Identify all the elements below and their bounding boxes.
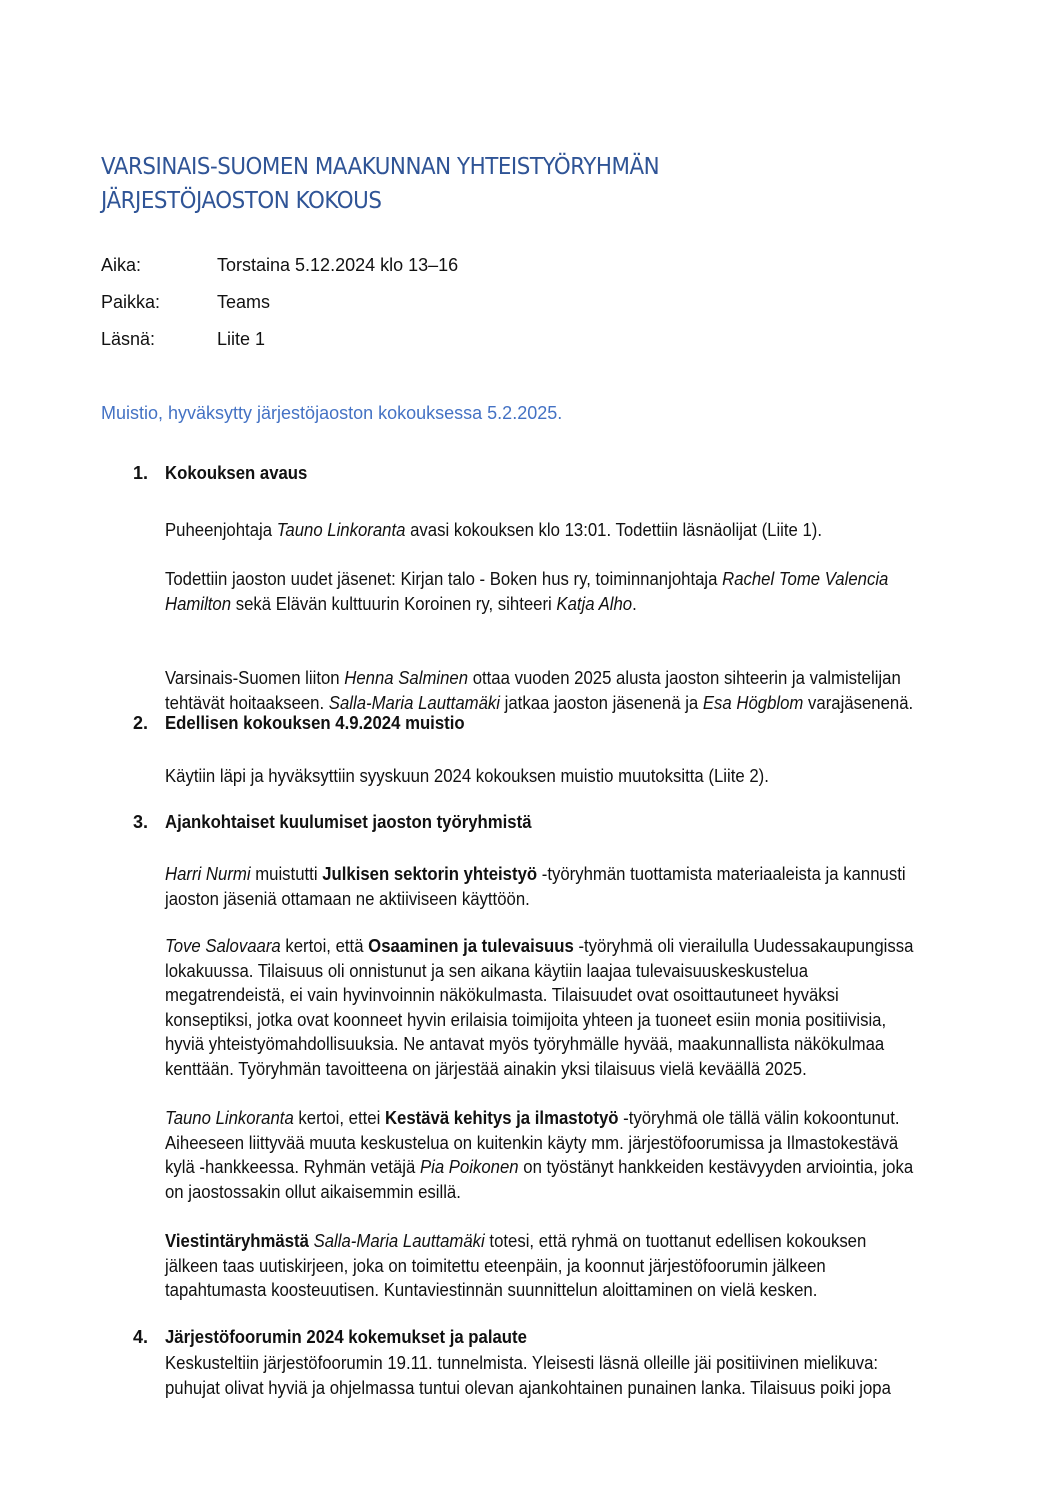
bold-text: Viestintäryhmästä	[165, 1231, 309, 1251]
person-name: Salla-Maria Lauttamäki	[313, 1231, 485, 1251]
text-line	[165, 592, 909, 617]
text-line	[165, 764, 909, 789]
section-heading	[133, 812, 559, 833]
person-name: Pia Poikonen	[419, 1157, 519, 1177]
meeting-details	[101, 255, 458, 366]
text-run: .	[632, 593, 637, 614]
text-run: kertoi, että	[280, 936, 369, 956]
bold-text: Osaaminen ja tulevaisuus	[368, 936, 574, 956]
paragraph	[165, 518, 909, 543]
text-run: ottaa vuoden 2025 alusta jaoston sihteerin ja valmistelijan	[468, 668, 901, 688]
paragraph	[165, 567, 909, 616]
text-run: on työstänyt hankkeiden kestävyyden arviointia, joka	[518, 1157, 914, 1177]
text-line	[165, 1180, 909, 1205]
text-line	[165, 518, 909, 543]
meta-label: Aika:	[101, 255, 142, 275]
text-line	[165, 567, 909, 592]
text-line	[165, 862, 909, 887]
meta-label: Läsnä:	[101, 329, 156, 349]
person-name: Harri Nurmi	[165, 864, 251, 884]
text-line	[165, 666, 909, 691]
paragraph	[165, 1351, 909, 1400]
person-name: Tove Salovaara	[165, 936, 281, 956]
section-title: Ajankohtaiset kuulumiset jaoston työryhmistä	[165, 812, 532, 832]
person-name: Henna Salminen	[344, 668, 469, 688]
meta-value: Teams	[217, 292, 271, 312]
text-line	[165, 959, 909, 984]
text-run: varajäsenenä.	[803, 692, 914, 713]
section-title: Kokouksen avaus	[165, 463, 308, 483]
section-title: Edellisen kokouksen 4.9.2024 muistio	[165, 713, 465, 733]
text-run: Keskusteltiin järjestöfoorumin 19.11. tunnelmista. Yleisesti läsnä olleille jäi positiivinen mielikuva:	[165, 1353, 879, 1373]
text-run: -työryhmä oli vierailulla Uudessakaupungissa	[573, 936, 914, 956]
text-line	[165, 1032, 909, 1057]
person-name: Hamilton	[165, 593, 232, 614]
section-number: 1.	[133, 463, 149, 483]
meta-label: Paikka:	[101, 292, 161, 312]
paragraph	[165, 1229, 909, 1303]
text-line	[165, 1229, 909, 1254]
text-line	[165, 1008, 909, 1033]
title-line-2: JÄRJESTÖJAOSTON KOKOUS	[101, 188, 382, 214]
section-title: Järjestöfoorumin 2024 kokemukset ja palaute	[165, 1327, 527, 1347]
paragraph	[165, 934, 914, 1081]
text-run: kenttään. Työryhmän tavoitteena on järjestää ainakin yksi tilaisuus vielä keväällä 2025.	[165, 1058, 807, 1079]
section-number: 3.	[133, 812, 149, 832]
text-line	[165, 1254, 909, 1279]
document-title	[101, 150, 845, 218]
text-run: on jaostossakin ollut aikaisemmin esillä.	[165, 1181, 461, 1202]
person-name: Tauno Linkoranta	[276, 520, 406, 540]
section-number: 2.	[133, 713, 149, 733]
text-run: jaoston jäseniä ottamaan ne aktiiviseen käyttöön.	[165, 888, 530, 909]
bold-text: Julkisen sektorin yhteistyö	[322, 864, 538, 884]
paragraph	[165, 764, 909, 789]
text-run: kertoi, ettei	[293, 1108, 385, 1128]
text-line	[165, 1057, 909, 1082]
person-name: Katja Alho	[556, 593, 633, 614]
text-run: megatrendeistä, ei vain hyvinvoinnin näkökulmasta. Tilaisuudet ovat osoittautuneet hyväksi	[165, 985, 839, 1005]
text-run: hyviä yhteistyömahdollisuuksia. Ne antavat myös työryhmälle hyvää, maakunnallista näkökulmaa	[165, 1034, 885, 1054]
section-heading	[133, 713, 487, 734]
text-line	[165, 1351, 909, 1376]
approval-note: Muistio, hyväksytty järjestöjaoston kokouksessa 5.2.2025.	[101, 403, 563, 423]
meta-row-time	[101, 255, 458, 292]
text-run: Varsinais-Suomen liiton	[165, 668, 345, 688]
text-run: Todettiin jaoston uudet jäsenet: Kirjan talo - Boken hus ry, toiminnanjohtaja	[165, 569, 723, 589]
text-run: sekä Elävän kulttuurin Koroinen ry, sihteeri	[231, 593, 557, 614]
paragraph	[165, 1106, 914, 1204]
person-name: Rachel Tome Valencia	[722, 569, 889, 589]
text-run: -työryhmä ole tällä välin kokoontunut.	[618, 1108, 900, 1128]
meta-row-attendees	[101, 329, 458, 366]
text-run: muistutti	[250, 864, 323, 884]
text-line	[165, 887, 909, 912]
text-line	[165, 1155, 914, 1180]
person-name: Esa Högblom	[702, 692, 804, 713]
text-line	[165, 1106, 909, 1131]
text-run: Käytiin läpi ja hyväksyttiin syyskuun 2024 kokouksen muistio muutoksitta (Liite 2).	[165, 766, 769, 786]
section-number: 4.	[133, 1327, 149, 1347]
section-heading	[133, 463, 318, 484]
text-line	[165, 1278, 909, 1303]
text-run: lokakuussa. Tilaisuus oli onnistunut ja sen aikana käytiin laajaa tulevaisuuskeskustelua	[165, 960, 809, 981]
text-run: avasi kokouksen klo 13:01. Todettiin läsnäolijat (Liite 1).	[405, 520, 823, 540]
text-run: -työryhmän tuottamista materiaaleista ja kannusti	[537, 864, 906, 884]
person-name: Salla-Maria Lauttamäki	[328, 692, 500, 713]
text-run: jälkeen taas uutiskirjeen, joka on toimitettu eteenpäin, ja koonnut järjestöfoorumin jälkeen	[165, 1255, 826, 1276]
bold-text: Kestävä kehitys ja ilmastotyö	[384, 1108, 619, 1128]
meta-value: Torstaina 5.12.2024 klo 13–16	[217, 255, 459, 275]
text-run: konseptiksi, jotka ovat koonneet hyvin erilaisia toimijoita yhteen ja tuoneet esiin monia positiivisia,	[165, 1009, 887, 1030]
text-line	[165, 983, 909, 1008]
section-heading	[133, 1327, 554, 1348]
meta-row-place	[101, 292, 458, 329]
meta-value: Liite 1	[217, 329, 266, 349]
text-line	[165, 1376, 909, 1401]
person-name: Tauno Linkoranta	[165, 1108, 294, 1128]
text-line	[165, 934, 914, 959]
text-line	[165, 1131, 909, 1156]
text-line	[165, 691, 914, 716]
paragraph	[165, 666, 914, 715]
text-run: tehtävät hoitaakseen.	[165, 692, 329, 713]
text-run: tapahtumasta koosteuutisen. Kuntaviestinnän suunnittelun aloittaminen on vielä kesken.	[165, 1280, 818, 1300]
text-run: puhujat olivat hyviä ja ohjelmassa tuntui olevan ajankohtainen punainen lanka. Tilaisuus poiki jopa	[165, 1377, 891, 1398]
paragraph	[165, 862, 909, 911]
text-run: jatkaa jaoston jäsenenä ja	[499, 692, 703, 713]
text-run: kylä -hankkeessa. Ryhmän vetäjä	[165, 1157, 420, 1177]
title-line-1: VARSINAIS-SUOMEN MAAKUNNAN YHTEISTYÖRYHMÄN	[101, 154, 660, 180]
text-run: Puheenjohtaja	[165, 520, 277, 540]
text-run: totesi, että ryhmä on tuottanut edellisen kokouksen	[484, 1231, 867, 1251]
text-run: Aiheeseen liittyvää muuta keskustelua on kuitenkin käyty mm. järjestöfoorumissa ja Ilmastokestävä	[165, 1132, 899, 1153]
